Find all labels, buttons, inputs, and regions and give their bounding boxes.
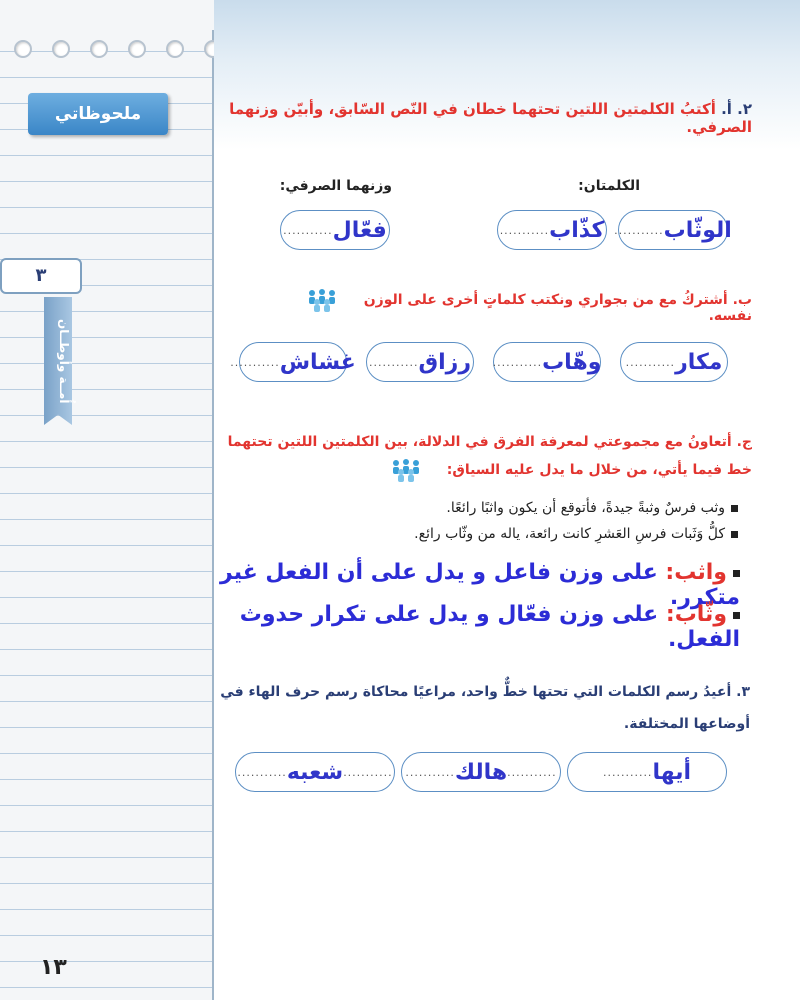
c-answer-2: وثّاب: على وزن فعّال و يدل على تكرار حدوث الفعل. — [239, 602, 740, 652]
b-word-2[interactable]: وهّاب ........... — [493, 342, 601, 382]
b-word-4[interactable]: غشاش ........... — [239, 342, 347, 382]
notes-badge: ملحوظاتي — [28, 93, 168, 135]
b-word-3[interactable]: رزاق ........... — [366, 342, 474, 382]
notes-sidebar — [0, 0, 214, 1000]
page-number: ١٣ — [40, 955, 67, 980]
answer-weight[interactable]: فعّال ........... — [280, 210, 390, 250]
q3-word-3[interactable]: ........... شعبه ........... — [235, 752, 395, 792]
c-sentence-1: وثب فرسٌ وثبةً جيدةً، فأتوقع أن يكون واثبًا رائعًا. — [238, 500, 738, 516]
q3-instruction-1: ٣. أعيدُ رسم الكلمات التي تحتها خطٌّ واحد، مراعيًا محاكاة رسم حرف الهاء في — [220, 684, 750, 700]
c-answer-1: واثب: على وزن فاعل و يدل على أن الفعل غير متكرر. — [220, 560, 740, 610]
words-label: الكلمتان: — [578, 178, 640, 194]
q3-word-2[interactable]: ........... هالك ........... — [401, 752, 561, 792]
weight-label: وزنهما الصرفي: — [279, 178, 392, 194]
q2a-instruction — [212, 100, 752, 136]
ring-icon — [166, 40, 184, 58]
ring-icon — [90, 40, 108, 58]
q3-word-1[interactable]: أيها ........... — [567, 752, 727, 792]
q2c-instruction-2: خط فيما يأتي، من خلال ما يدل عليه السياق: — [446, 462, 752, 478]
q2c-instruction-1: ج. أتعاونُ مع مجموعتي لمعرفة الفرق في الدلالة، بين الكلمتين اللتين تحتهما — [227, 434, 752, 450]
q2a-text: أكتبُ الكلمتين اللتين تحتهما خطان في النّص السّابق، وأبيّن وزنهما الصرفي. — [229, 100, 752, 136]
unit-number-tab: ٣ — [0, 258, 82, 294]
q2b-instruction: ب. أشتركُ مع من بجواري ونكتب كلماتٍ أخرى على الوزن نفسه. — [363, 292, 752, 324]
c-sentence-2: كلُّ وَثَبات فرسِ العَشرِ كانت رائعة، ياله من وثّاب رائع. — [238, 526, 738, 542]
group-work-icon — [390, 458, 422, 482]
b-word-1[interactable]: مكار ........... — [620, 342, 728, 382]
answer-word-2[interactable]: كذّاب ........... — [497, 210, 607, 250]
q3-instruction-2: أوضاعها المختلفة. — [623, 716, 750, 732]
ring-icon — [128, 40, 146, 58]
ring-icon — [14, 40, 32, 58]
ring-icon — [52, 40, 70, 58]
unit-title: أُمــة وأوطــان — [57, 318, 71, 404]
q2a-number: ٢. أ. — [721, 100, 752, 118]
answer-word-1[interactable]: الوثّاب ........... — [618, 210, 728, 250]
